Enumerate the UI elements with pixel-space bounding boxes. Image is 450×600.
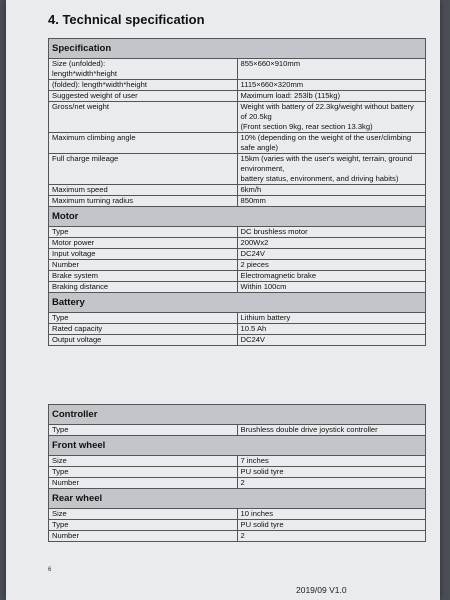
spec-value: 15km (varies with the user's weight, terrain, ground environment, battery status, environment, and driving habits) [237,154,426,185]
spec-value: Electromagnetic brake [237,271,426,282]
spec-label: Type [49,227,238,238]
table-row [49,185,426,196]
spec-label: Input voltage [49,249,238,260]
spec-label: Full charge mileage [49,154,238,185]
spec-label: Suggested weight of user [49,91,238,102]
spec-value: 2 [237,478,426,489]
table-row [49,456,426,467]
spec-label: Output voltage [49,335,238,346]
spec-table-wheels [48,404,426,542]
section-title: Battery [49,293,426,313]
spec-value: 2 pieces [237,260,426,271]
table-row [49,271,426,282]
spec-label: Number [49,260,238,271]
spec-label: Maximum climbing angle [49,133,238,154]
table-section-header [49,436,426,456]
spec-value: 10.5 Ah [237,324,426,335]
table-row [49,238,426,249]
table-section-header [49,39,426,59]
spec-value: 850mm [237,196,426,207]
table-row [49,102,426,133]
spec-value: 10% (depending on the weight of the user/climbing safe angle) [237,133,426,154]
spec-table-main [48,38,426,346]
page-number: 6 [48,567,52,573]
section-heading: 4. Technical specification [48,12,205,27]
spec-value: 1115×660×320mm [237,80,426,91]
table-row [49,260,426,271]
table-row [49,154,426,185]
section-title: Specification [49,39,426,59]
spec-value: Maximum load: 253lb (115kg) [237,91,426,102]
spec-value: 7 inches [237,456,426,467]
spec-value: 200Wx2 [237,238,426,249]
spec-label: Size [49,456,238,467]
table-row [49,425,426,436]
spec-value: 10 inches [237,509,426,520]
table-section-header [49,489,426,509]
spec-value: DC24V [237,335,426,346]
manual-page [6,0,440,600]
spec-label: Type [49,313,238,324]
spec-value: Within 100cm [237,282,426,293]
table-row [49,509,426,520]
spec-label: Braking distance [49,282,238,293]
spec-label: Gross/net weight [49,102,238,133]
table-row [49,520,426,531]
section-title: Rear wheel [49,489,426,509]
table-row [49,91,426,102]
spec-value: Weight with battery of 22.3kg/weight without battery of 20.5kg (Front section 9kg, rear section 13.3kg) [237,102,426,133]
spec-label: Maximum turning radius [49,196,238,207]
spec-label: (folded): length*width*height [49,80,238,91]
spec-label: Type [49,467,238,478]
table-row [49,467,426,478]
spec-label: Size [49,509,238,520]
spec-value: DC24V [237,249,426,260]
section-title: Front wheel [49,436,426,456]
spec-label: Maximum speed [49,185,238,196]
table-row [49,478,426,489]
spec-value: PU solid tyre [237,520,426,531]
spec-label: Number [49,478,238,489]
table-row [49,335,426,346]
spec-value: DC brushless motor [237,227,426,238]
spec-label: Rated capacity [49,324,238,335]
spec-value: 2 [237,531,426,542]
spec-label: Motor power [49,238,238,249]
spec-value: Brushless double drive joystick controller [237,425,426,436]
section-title: Motor [49,207,426,227]
spec-value: PU solid tyre [237,467,426,478]
spec-label: Number [49,531,238,542]
table-section-header [49,207,426,227]
table-row [49,196,426,207]
table-row [49,249,426,260]
spec-label: Type [49,425,238,436]
document-version: 2019/09 V1.0 [296,585,347,595]
spec-value: Lithium battery [237,313,426,324]
spec-label: Brake system [49,271,238,282]
spec-label: Size (unfolded): length*width*height [49,59,238,80]
spec-value: 855×660×910mm [237,59,426,80]
table-section-header [49,405,426,425]
spec-label: Type [49,520,238,531]
table-row [49,227,426,238]
table-section-header [49,293,426,313]
table-row [49,80,426,91]
table-row [49,282,426,293]
table-row [49,313,426,324]
table-row [49,59,426,80]
table-row [49,133,426,154]
table-row [49,324,426,335]
table-row [49,531,426,542]
section-title: Controller [49,405,426,425]
spec-value: 6km/h [237,185,426,196]
